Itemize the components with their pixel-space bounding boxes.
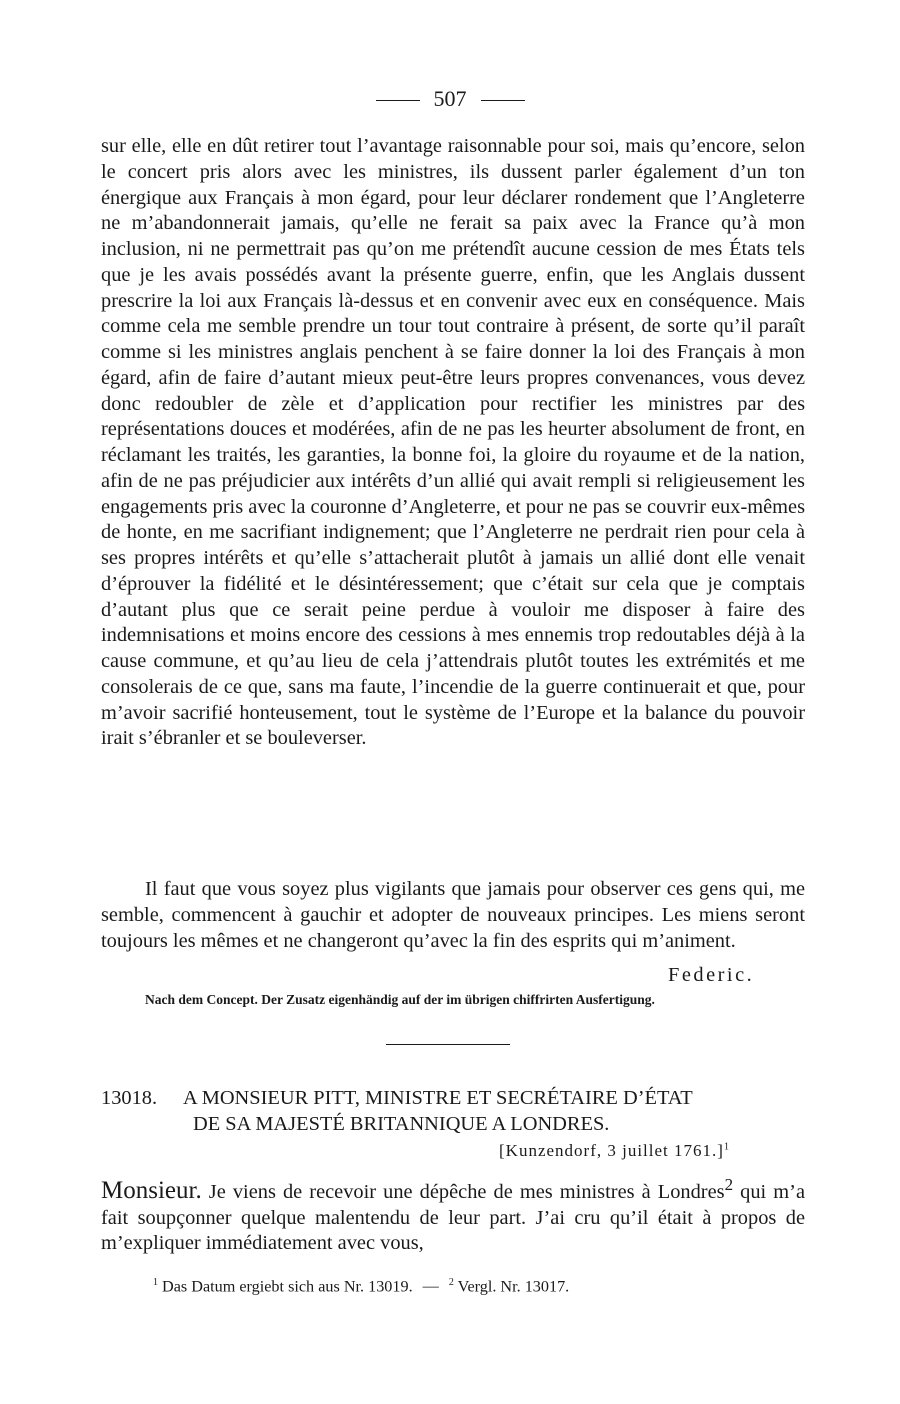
letter-opening <box>101 1172 805 1257</box>
signature: Federic. <box>668 964 755 986</box>
dateline-footnote-ref: 1 <box>723 1141 730 1153</box>
letter-paragraph-1: sur elle, elle en dût retirer tout l’avantage raisonnable pour soi, mais qu’encore, selon le concert pris alors avec les ministres, ils dussent parler également d’un ton énergique aux Français à mon égard, pour leur déclarer rondement que l’Angleterre ne m’abandonnerait jamais, qu’elle ne ferait sa paix avec la France qu’à mon inclusion, ni ne permettrait pas qu’on me prétendît aucune cession de mes États tels que je les avais possédés avant la présente guerre, enfin, que les Anglais dussent prescrire la loi aux Français là-dessus et en convenir avec eux en conséquence. Mais comme cela me semble prendre un tour tout contraire à présent, de sorte qu’il paraît comme si les ministres anglais penchent à se faire donner la loi des Français à mon égard, afin de faire d’autant mieux peut-être leurs propres convenances, vous devez donc redoubler de zèle et d’application pour rectifier les ministres par des représentations douces et modérées, afin de ne pas les heurter absolument de front, en réclamant les traités, les garanties, la bonne foi, la gloire du royaume et de la nation, afin de ne pas préjudicier aux intérêts d’un allié qui avait rempli si religieusement les engagements pris avec la couronne d’Angleterre, et pour ne pas se couvrir eux-mêmes de honte, en me sacrifiant indignement; que l’Angleterre ne perdrait rien pour cela à ses propres intérêts et qu’elle s’attacherait plutôt à jamais un allié dont elle venait d’éprouver la fidélité et le désintéressement; que c’était sur cela que je comptais d’autant plus que ce serait peine perdue à vouloir me disposer à faire des indemnisations et moins encore des cessions à mes ennemis trop redoutables déjà à la cause commune, et qu’au lieu de cela j’attendrais plutôt toutes les extrémités et me consolerais de ce que, sans ma faute, l’incendie de la guerre continuerait et que, pour m’avoir sacrifié honteusement, tout le système de l’Europe et la balance du pouvoir irait s’ébranler et se bouleverser. <box>101 135 805 750</box>
entry-title-line-1: A MONSIEUR PITT, MINISTRE ET SECRÉTAIRE D’ÉTAT <box>183 1087 693 1109</box>
dateline-text: [Kunzendorf, 3 juillet 1761.] <box>499 1141 724 1160</box>
entry-title-line-2: DE SA MAJESTÉ BRITANNIQUE A LONDRES. <box>193 1113 610 1135</box>
opening-text-1: Je viens de recevoir une dépêche de mes ministres à Londres <box>201 1180 725 1203</box>
letter-paragraph-2 <box>101 877 805 954</box>
footnote-separator: — <box>422 1277 439 1296</box>
dateline <box>499 1141 730 1161</box>
header-dash-right <box>481 100 525 101</box>
text-footnote-ref: 2 <box>724 1175 734 1194</box>
footnote-2 <box>449 1271 569 1298</box>
footnotes <box>101 1271 569 1298</box>
source-note: Nach dem Concept. Der Zusatz eigenhändig auf der im übrigen chiffrirten Ausfertigung. <box>145 992 655 1007</box>
page-number: 507 <box>433 86 467 111</box>
opening-text-2: qui m’a fait soupçonner quelque malentendu de leur part. J’ai cru qu’il était à propos de m’expliquer immédiatement avec vous, <box>101 1180 805 1255</box>
footnote-2-text: Vergl. Nr. 13017. <box>453 1277 570 1296</box>
footnote-1-mark: 1 <box>153 1277 158 1288</box>
entry-title <box>183 1085 823 1137</box>
salutation: Monsieur. <box>101 1176 202 1204</box>
footnote-1 <box>101 1271 413 1298</box>
section-divider <box>386 1044 510 1045</box>
entry-number: 13018. <box>101 1087 158 1109</box>
postscript-text: Il faut que vous soyez plus vigilants que jamais pour observer ces gens qui, me semble, commencent à gauchir et adopter de nouveaux principes. Les miens seront toujours les mêmes et ne changeront qu’avec la fin des esprits qui m’animent. <box>101 878 805 952</box>
page-header <box>0 84 900 114</box>
footnote-2-mark: 2 <box>448 1277 454 1288</box>
footnote-1-text: Das Datum ergiebt sich aus Nr. 13019. <box>158 1277 413 1296</box>
header-dash-left <box>376 100 420 101</box>
